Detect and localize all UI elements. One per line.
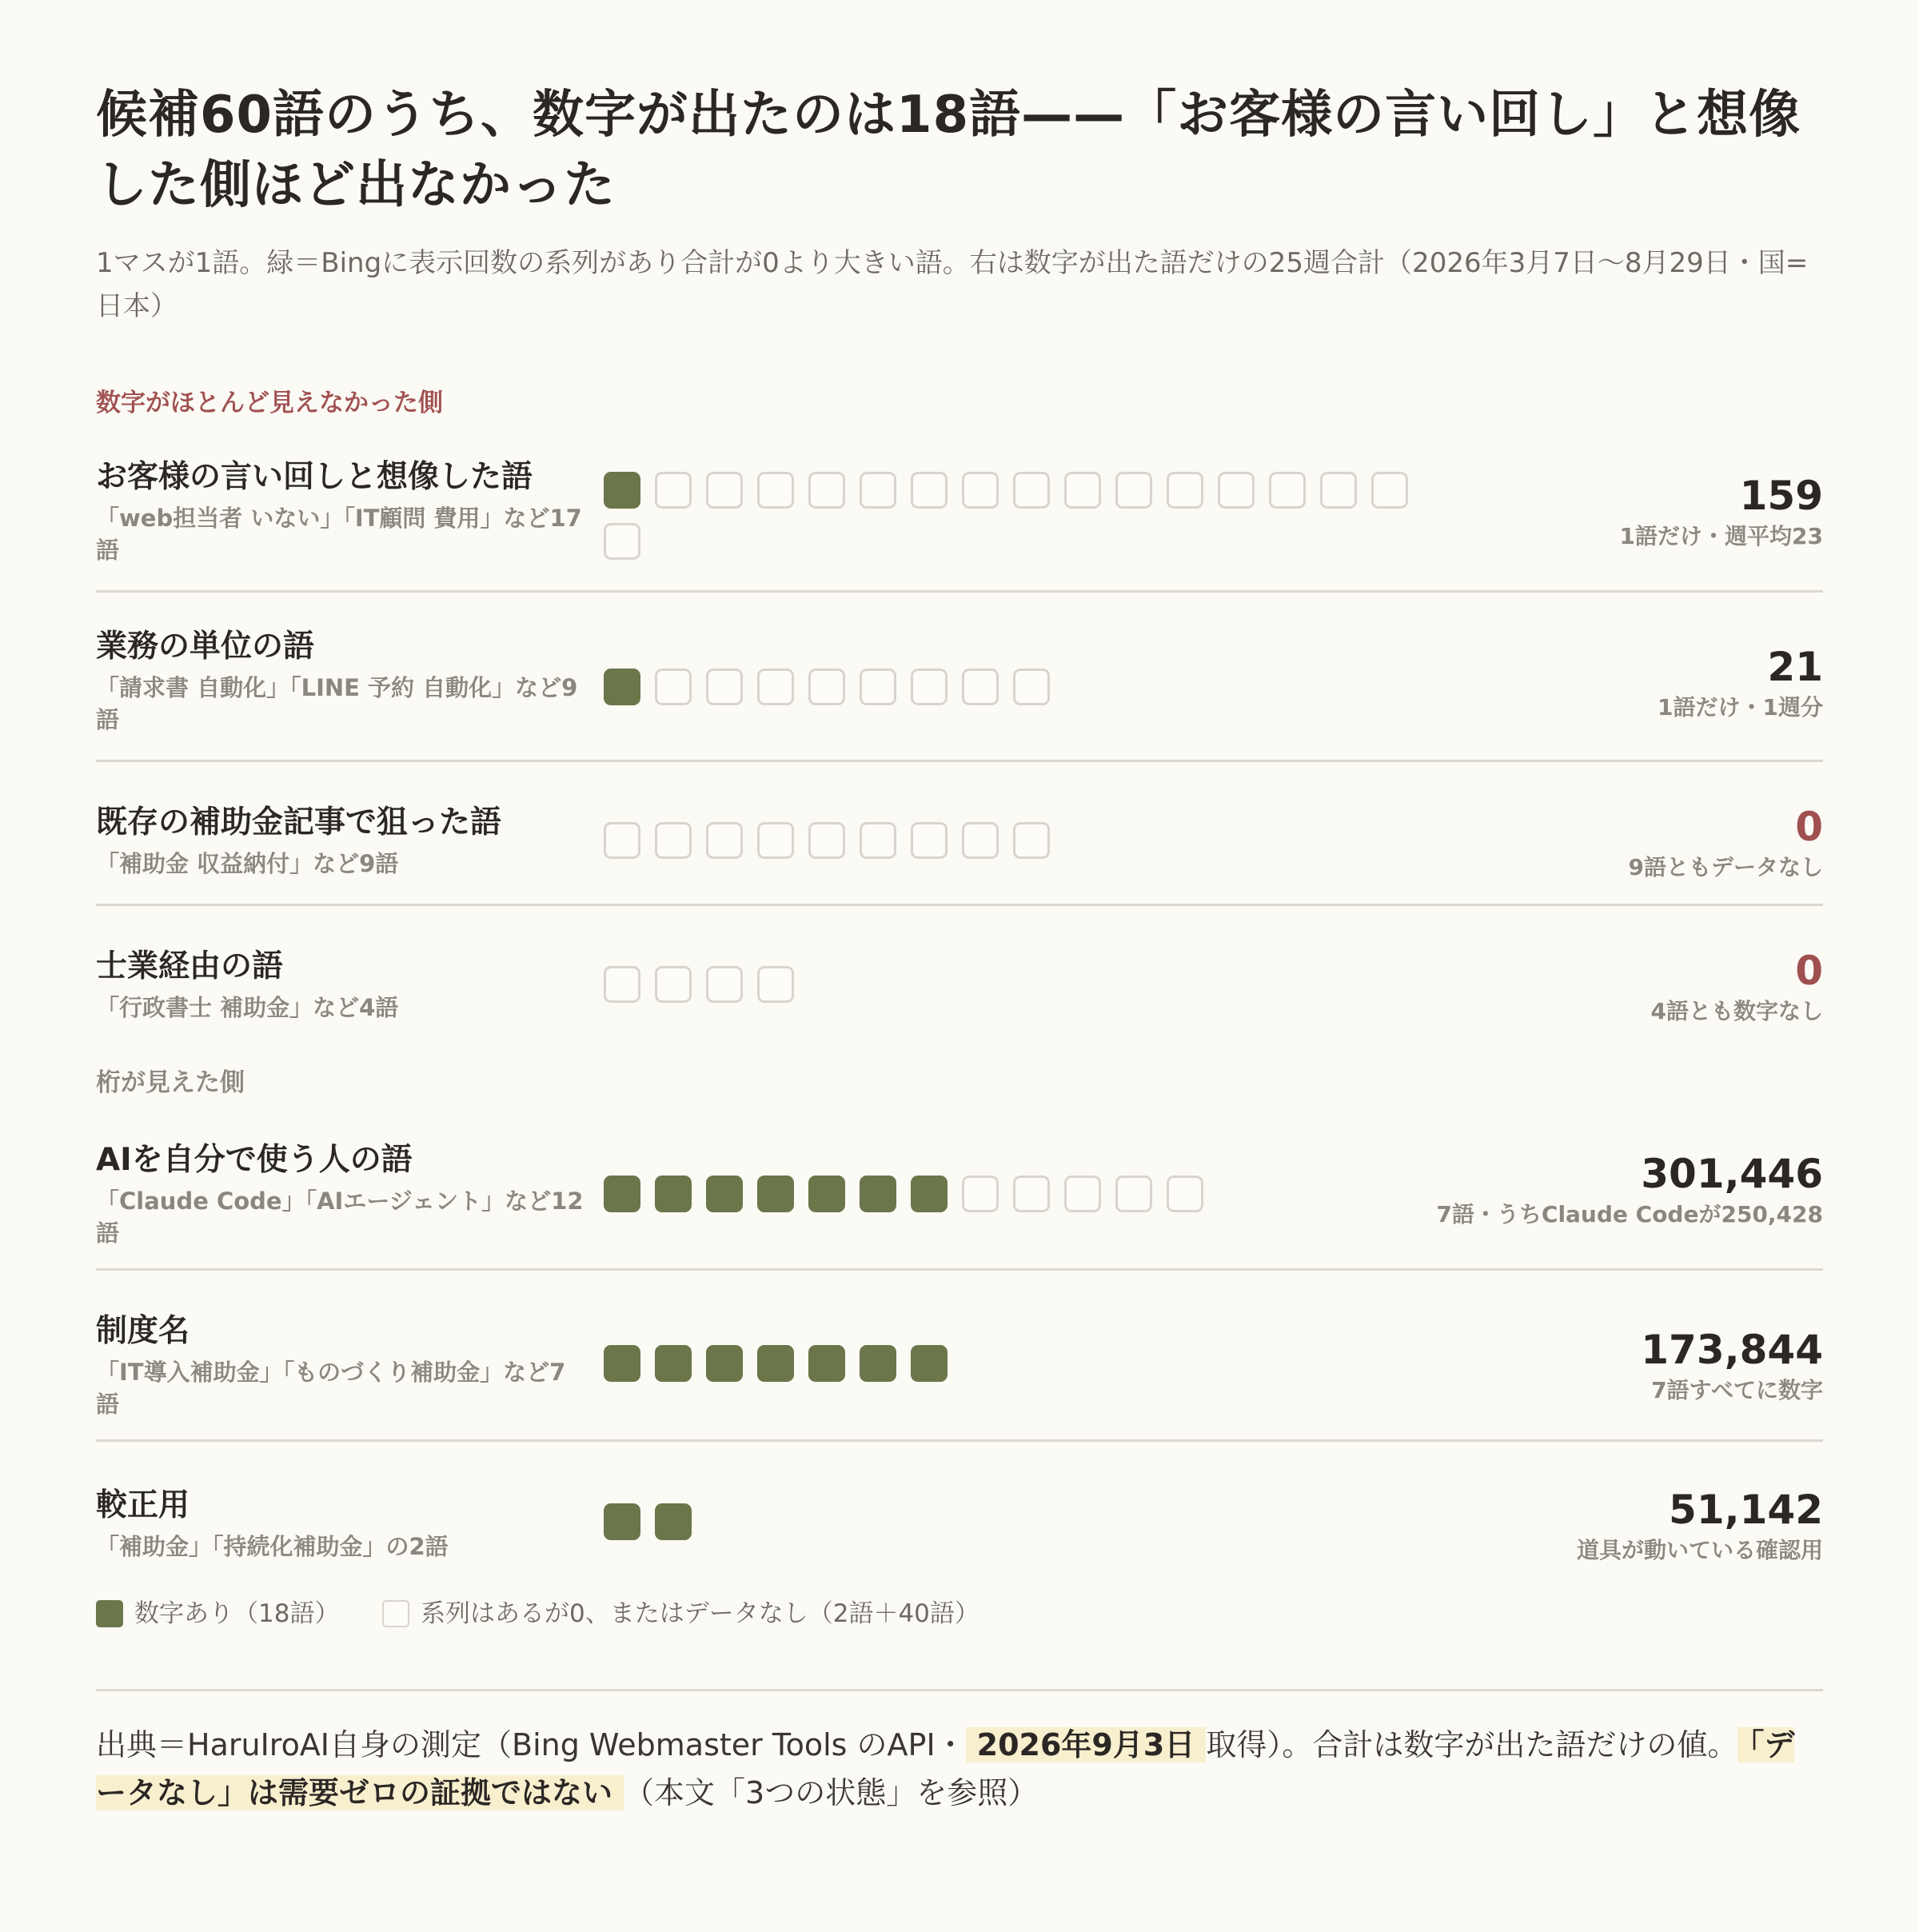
word-square-no-number xyxy=(655,966,692,1003)
word-square-with-number xyxy=(860,1176,896,1212)
word-square-no-number xyxy=(962,1176,999,1212)
category-label: 士業経由の語 xyxy=(96,948,284,984)
category-note: 9語ともデータなし xyxy=(1628,854,1823,880)
word-square-no-number xyxy=(1218,472,1255,509)
word-square-with-number xyxy=(706,1345,743,1382)
word-square-with-number xyxy=(860,1345,896,1382)
category-examples: 「補助金」「持続化補助金」の2語 xyxy=(96,1533,449,1560)
word-square-no-number xyxy=(655,822,692,859)
source-text-1: 出典＝HaruIroAI自身の測定（Bing Webmaster Tools のAPI・ xyxy=(96,1727,966,1762)
legend-swatch-filled xyxy=(96,1600,123,1627)
category-row xyxy=(96,947,1823,1075)
row-divider xyxy=(96,760,1823,762)
word-square-no-number xyxy=(1167,1176,1203,1212)
legend-label-empty: 系列はあるが0、またはデータなし（2語＋40語） xyxy=(421,1599,979,1628)
category-total: 21 xyxy=(1767,644,1823,690)
word-square-no-number xyxy=(1269,472,1306,509)
category-row xyxy=(96,457,1823,585)
word-square-no-number xyxy=(911,669,948,705)
word-square-with-number xyxy=(604,669,640,705)
category-examples: 「補助金 収益納付」など9語 xyxy=(96,850,399,877)
word-square-no-number xyxy=(1064,472,1101,509)
word-square-with-number xyxy=(604,1176,640,1212)
word-square-no-number xyxy=(1013,822,1050,859)
category-row xyxy=(96,1140,1823,1268)
word-square-no-number xyxy=(860,669,896,705)
category-note: 道具が動いている確認用 xyxy=(1576,1537,1823,1563)
word-square-no-number xyxy=(911,472,948,509)
word-square-no-number xyxy=(1064,1176,1101,1212)
word-square-no-number xyxy=(757,822,794,859)
word-square-no-number xyxy=(962,669,999,705)
word-square-no-number xyxy=(1013,1176,1050,1212)
category-label: 業務の単位の語 xyxy=(96,629,315,665)
category-note: 7語すべてに数字 xyxy=(1651,1377,1823,1403)
category-total: 173,844 xyxy=(1641,1327,1823,1373)
category-total: 159 xyxy=(1739,473,1823,519)
category-note: 4語とも数字なし xyxy=(1650,998,1823,1024)
source-note xyxy=(96,1721,1823,1817)
word-square-no-number xyxy=(860,472,896,509)
footer-divider xyxy=(96,1689,1823,1691)
category-label: 較正用 xyxy=(96,1487,190,1523)
category-examples: 「IT導入補助金」「ものづくり補助金」など7語 xyxy=(96,1359,566,1418)
word-square-no-number xyxy=(604,822,640,859)
category-total: 0 xyxy=(1795,804,1823,850)
row-divider xyxy=(96,904,1823,906)
legend-swatch-empty xyxy=(382,1600,409,1627)
word-square-no-number xyxy=(808,472,845,509)
word-square-no-number xyxy=(1371,472,1408,509)
category-examples: 「Claude Code」「AIエージェント」など12語 xyxy=(96,1188,584,1247)
word-square-with-number xyxy=(655,1503,692,1540)
word-square-no-number xyxy=(706,966,743,1003)
word-square-no-number xyxy=(1013,472,1050,509)
word-square-no-number xyxy=(962,472,999,509)
word-square-no-number xyxy=(757,472,794,509)
word-square-with-number xyxy=(808,1345,845,1382)
word-square-no-number xyxy=(962,822,999,859)
word-square-with-number xyxy=(604,472,640,509)
word-square-with-number xyxy=(911,1176,948,1212)
word-square-no-number xyxy=(757,966,794,1003)
word-square-with-number xyxy=(911,1345,948,1382)
category-row xyxy=(96,1311,1823,1439)
word-square-no-number xyxy=(1115,472,1152,509)
word-square-no-number xyxy=(655,472,692,509)
word-square-no-number xyxy=(706,822,743,859)
category-row xyxy=(96,803,1823,931)
category-label: 制度名 xyxy=(96,1313,190,1349)
category-total: 0 xyxy=(1795,948,1823,994)
word-square-no-number xyxy=(706,669,743,705)
source-text-2: 取得）。合計は数字が出た語だけの値。 xyxy=(1206,1727,1738,1762)
category-note: 1語だけ・1週分 xyxy=(1658,694,1823,721)
chart-subtitle: 1マスが1語。緑＝Bingに表示回数の系列があり合計が0より大きい語。右は数字が出た語だけの25週合計（2026年3月7日〜8月29日・国=日本） xyxy=(96,247,1809,322)
word-square-with-number xyxy=(604,1503,640,1540)
word-square-no-number xyxy=(757,669,794,705)
category-total: 301,446 xyxy=(1641,1151,1823,1197)
category-examples: 「請求書 自動化」「LINE 予約 自動化」など9語 xyxy=(96,674,578,733)
category-label: 既存の補助金記事で狙った語 xyxy=(96,804,502,840)
word-square-no-number xyxy=(808,822,845,859)
source-emphasis: 「データなし」は需要ゼロの証拠ではない xyxy=(96,1727,1795,1810)
category-note: 1語だけ・週平均23 xyxy=(1619,523,1823,549)
word-square-no-number xyxy=(1115,1176,1152,1212)
word-square-no-number xyxy=(604,966,640,1003)
category-examples: 「行政書士 補助金」など4語 xyxy=(96,994,399,1021)
category-label: お客様の言い回しと想像した語 xyxy=(96,459,533,495)
word-square-no-number xyxy=(911,822,948,859)
word-square-with-number xyxy=(757,1176,794,1212)
word-square-no-number xyxy=(1167,472,1203,509)
word-square-with-number xyxy=(655,1176,692,1212)
word-square-with-number xyxy=(655,1345,692,1382)
category-examples: 「web担当者 いない」「IT顧問 費用」など17語 xyxy=(96,505,582,564)
word-square-no-number xyxy=(808,669,845,705)
row-divider xyxy=(96,590,1823,593)
category-label: AIを自分で使う人の語 xyxy=(96,1142,413,1178)
category-note: 7語・うちClaude Codeが250,428 xyxy=(1436,1201,1823,1227)
legend-label-filled: 数字あり（18語） xyxy=(134,1599,340,1628)
word-square-no-number xyxy=(860,822,896,859)
word-square-with-number xyxy=(604,1345,640,1382)
word-square-no-number xyxy=(655,669,692,705)
word-square-with-number xyxy=(808,1176,845,1212)
section-label-low: 数字がほとんど見えなかった側 xyxy=(96,389,443,417)
word-square-no-number xyxy=(1320,472,1357,509)
source-text-3: （本文「3つの状態」を参照） xyxy=(624,1775,1039,1810)
word-square-with-number xyxy=(757,1345,794,1382)
word-square-no-number xyxy=(706,472,743,509)
word-square-no-number xyxy=(1013,669,1050,705)
row-divider xyxy=(96,1439,1823,1442)
row-divider xyxy=(96,1268,1823,1271)
source-date: 2026年9月3日 xyxy=(966,1727,1207,1762)
section-label-high: 桁が見えた側 xyxy=(96,1068,245,1097)
chart-title: 候補60語のうち、数字が出たのは18語——「お客様の言い回し」と想像した側ほど出なかった xyxy=(96,86,1801,215)
category-total: 51,142 xyxy=(1669,1487,1823,1533)
word-square-no-number xyxy=(604,523,640,560)
word-square-with-number xyxy=(706,1176,743,1212)
category-row xyxy=(96,627,1823,755)
category-row xyxy=(96,1486,1823,1614)
